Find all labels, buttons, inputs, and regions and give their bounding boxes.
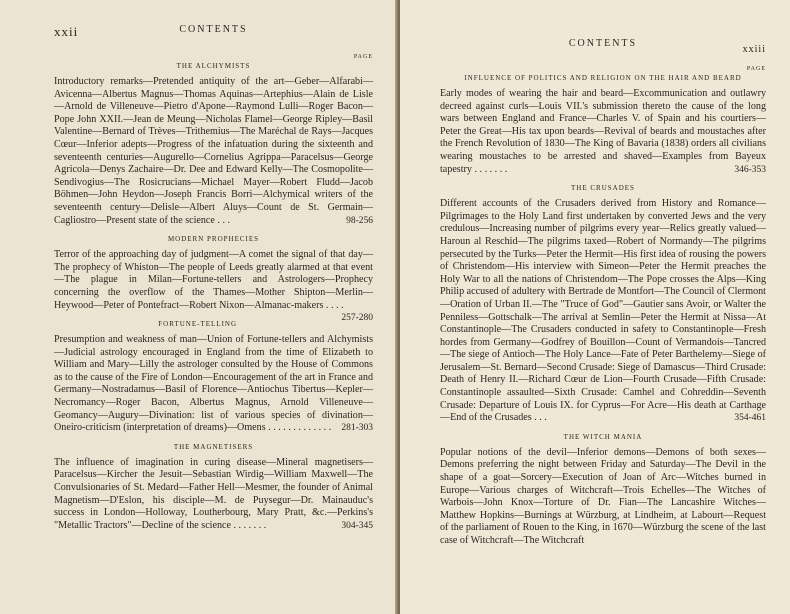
section-magnetisers [54,443,373,533]
section-modern-prophecies [54,235,373,324]
page-range: 354-461 [734,413,766,424]
section-title: THE CRUSADES [571,184,635,193]
section-summary: Early modes of wearing the hair and beard—Excommunication and outlawry decreed against curls—Louis VII.'s submission thereto the cause of the long wars between England and France—Charles V. of Spain and his courtiers—Peter the Great—His tax upon beards—Revival of beards and moustaches after the French Revolution of 1830—The King of Bavaria (1838) orders all civilians wearing moustaches to be arrested and shaved—Examples from Bayeux tapestry . . . . . . . 346-353 [440,88,766,175]
section-crusades [440,184,766,425]
section-hair-and-beard [440,74,766,176]
right-page [400,0,790,614]
page-number: xxiii [742,44,766,55]
section-title: THE WITCH MANIA [563,432,643,441]
section-summary: Terror of the approaching day of judgment—A comet the signal of that day—The prophecy of Whiston—The people of Leeds greatly alarmed at that event—The plague in Milan—Fortune-tellers and Astrologers—Prophecy concerning the overflow of the Thames—Mother Shipton—Merlin—Heywood—Peter of Pontefract—Robert Nixon—Almanac-makers . . . . 257-280 [54,249,373,324]
page-column-label: PAGE [746,66,766,72]
section-summary: The influence of imagination in curing disease—Mineral magnetisers—Paracelsus—Kircher the Jesuit—Sebastian Wirdig—William Maxwell—The Convulsionaries of St. Medard—Father Hell—Mesmer, the founder of Animal Magnetism—D'Eslon, his disciple—M. de Puysegur—Dr. Mainauduc's success in London—Holloway, Loutherbourg, Mary Pratt, &c.—Perkins's "Metallic Tractors"—Decline of the science . . . . . . . 304-345 [54,456,373,531]
section-title: THE MAGNETISERS [173,442,254,451]
running-title: CONTENTS [568,38,638,49]
left-header [54,24,373,40]
page-number: xxii [54,24,79,39]
page-range: 304-345 [341,520,373,531]
running-title: CONTENTS [179,24,248,35]
section-summary: Different accounts of the Crusaders derived from History and Romance—Pilgrimages to the Holy Land first undertaken by converted Jews and the very credulous—Increasing number of pilgrims every year—Relics greatly valued—Haroun al Reschid—The pilgrims taxed—Robert of Normandy—The pilgrims persecuted by the Turks—Peter the Hermit—His first idea of rousing the powers of Christendom—His interview with Simeon—Peter the Hermit preaches the Holy War to all the nations of Christendom—The Pope crosses the Alps—King Philip accused of adultery with Bertrade de Montfort—The Council of Clermont—Oration of Urban II.—The "Truce of God"—Gautier sans Avoir, or Walter the Penniless—Gottschalk—The arrival at Semlin—Peter the Hermit at Nissa—At Constantinople—The Crusaders conducted in safety to Constantinople—Fresh hordes from Germany—Godfrey of Bouillon—Count of Vermandois—Tancred—The siege of Antioch—The Holy Lance—Fate of Peter Barthelemy—Siege of Jerusalem—St. Bernard—Second Crusade: Siege of Damascus—Third Crusade: Death of Henry II.—Richard Cœur de Lion—Fourth Crusade—Fifth Crusade: Constantinople assaulted—Sixth Crusade: Camhel and Cohreddin—Seventh Crusade: Departure of Louis IX. for Cyprus—For Acre—His death at Carthage—End of the Crusades . . . 354-461 [440,198,766,424]
right-header [440,38,766,54]
page-range: 257-280 [341,313,373,324]
page-column-label: PAGE [353,54,373,60]
page-range: 281-303 [341,423,373,434]
section-summary: Introductory remarks—Pretended antiquity of the art—Geber—Alfarabi—Avicenna—Albertus Magnus—Thomas Aquinas—Artephius—Alain de Lisle—Arnold de Villeneuve—Pietro d'Apone—Raymond Lulli—Roger Bacon—Pope John XXII.—Jean de Meung—Nicholas Flamel—George Ripley—Basil Valentine—Bernard of Trèves—Trithemius—The Maréchal de Rays—Jacques Cœur—Inferior adepts—Progress of the infatuation during the sixteenth and seventeenth centuries—Augurello—Cornelius Agrippa—Paracelsus—George Agricola—Denys Zachaire—Dr. Dee and Edward Kelly—The Cosmopolite—Sendivogius—The Rosicrucians—Michael Mayer—Robert Fludd—Jacob Böhmen—John Heydon—Joseph Francis Borri—Alchymical writers of the seventeenth century—Delisle—Albert Aluys—Count de St. Germain—Cagliostro—Present state of the science . . . 98-256 [54,76,373,226]
section-title: INFLUENCE OF POLITICS AND RELIGION ON THE HAIR AND BEARD [464,74,742,82]
section-summary: Presumption and weakness of man—Union of Fortune-tellers and Alchymists—Judicial astrology encouraged in England from the time of Elizabeth to William and Mary—Lilly the astrologer consulted by the House of Commons as to the cause of the Fire of London—Encouragement of the art in France and Germany—Nostradamus—Basil of Florence—Antiochus Tibertus—Kepler—Necromancy—Roger Bacon, Albertus Magnus, Arnold Villeneuve—Geomancy—Augury—Divination: list of various species of divination—Oneiro-criticism (interpretation of dreams)—Omens . . . . . . . . . . . . . 281-303 [54,334,373,434]
page-range: 98-256 [346,215,373,226]
section-title: FORTUNE-TELLING [158,320,238,329]
section-summary: Popular notions of the devil—Inferior demons—Demons of both sexes—Demons preferring the night between Friday and Saturday—The Devil in the shape of a goat—Sorcery—Execution of Joan of Arc—Witches burned in Europe—Various charges of Witchcraft—Trois Echelles—The Witches of Warbois—John Knox—Torture of Dr. Fian—The Lancashire Witches—Matthew Hopkins—Burnings at Würzburg, at Lindheim, at Labourt—Request of the parliament of Rouen to the King, in 1670—Würzburg the scene of the last case of Witchcraft—The Witchcraft [440,446,766,546]
page-range: 346-353 [734,164,766,175]
section-fortune-telling [54,320,373,435]
section-title: MODERN PROPHECIES [167,235,260,244]
section-alchymists [54,62,373,227]
section-title: THE ALCHYMISTS [176,62,251,70]
section-witch-mania [440,433,766,548]
